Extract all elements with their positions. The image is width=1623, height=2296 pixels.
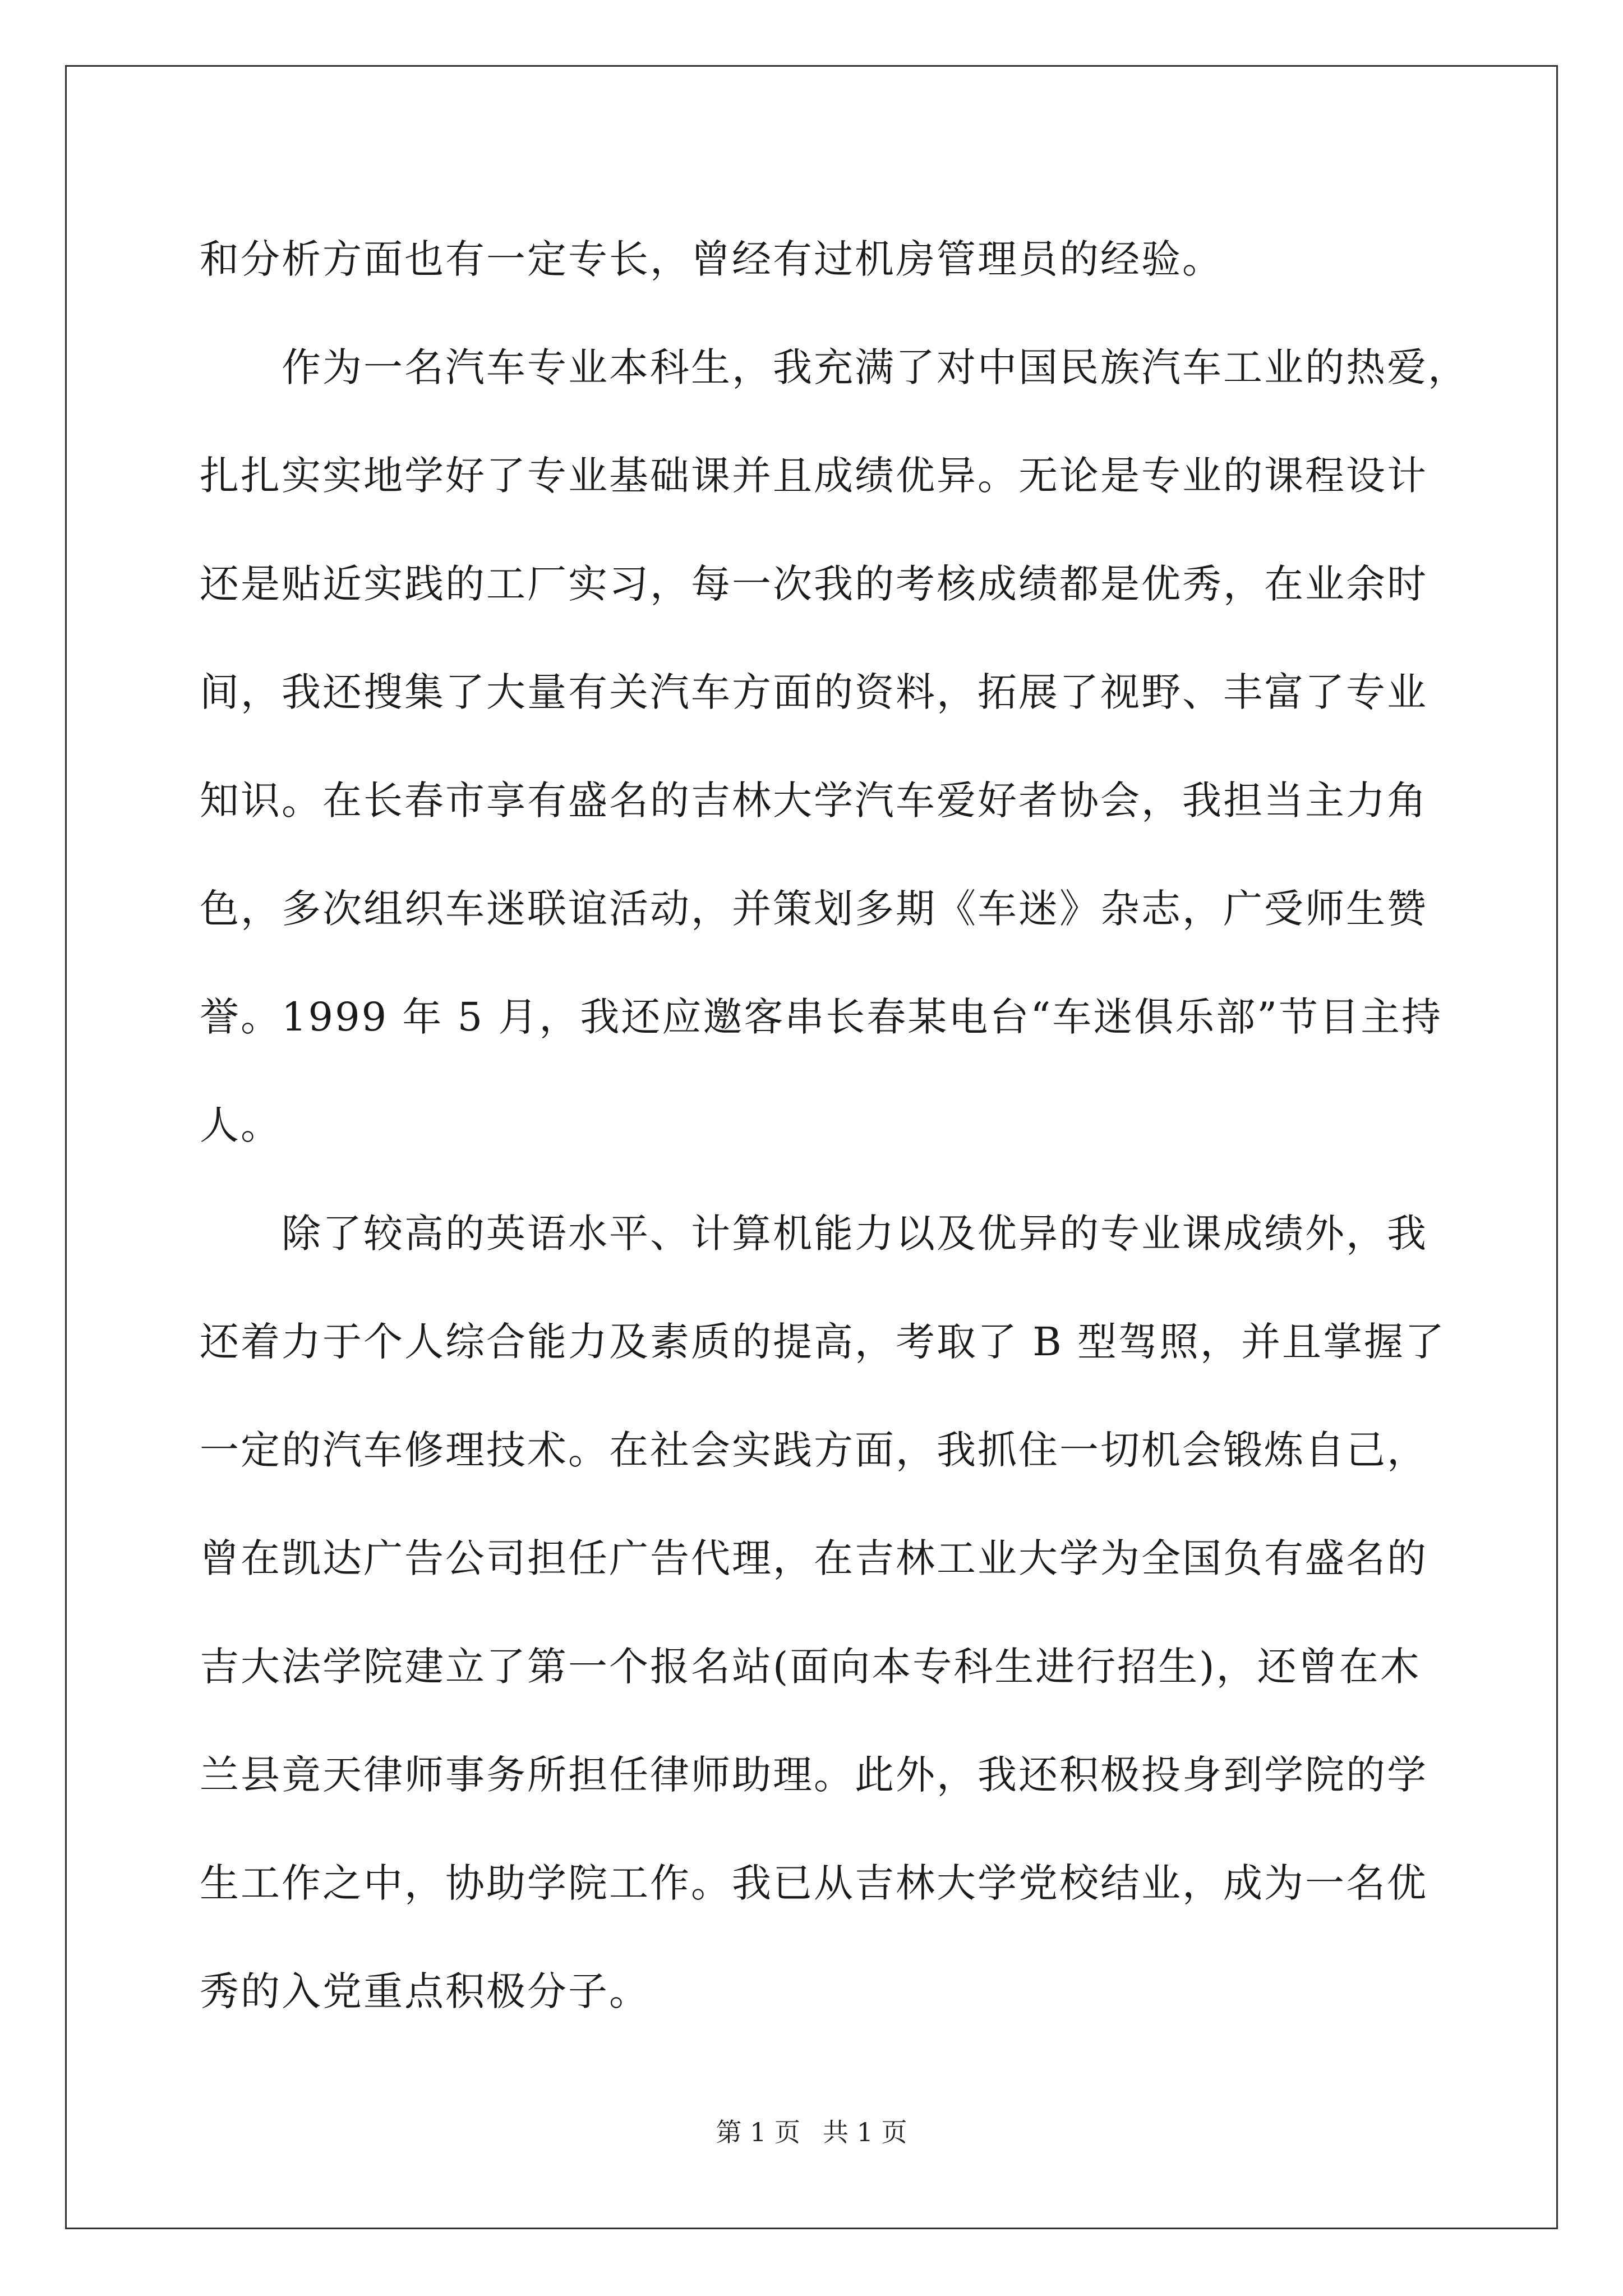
text-line: 除了较高的英语水平、计算机能力以及优异的专业课成绩外，我 xyxy=(200,1211,1428,1257)
text-line: 誉。1999 年 5 月，我还应邀客串长春某电台“车迷俱乐部”节目主持 xyxy=(200,994,1443,1040)
page-number-total: 共 1 页 xyxy=(823,2117,907,2147)
text-line: 兰县竟天律师事务所担任律师助理。此外，我还积极投身到学院的学 xyxy=(200,1752,1428,1798)
page-footer xyxy=(0,2112,1623,2149)
text-line: 色，多次组织车迷联谊活动，并策划多期《车迷》杂志，广受师生赞 xyxy=(200,886,1428,932)
text-line: 还是贴近实践的工厂实习，每一次我的考核成绩都是优秀，在业余时 xyxy=(200,561,1428,607)
text-line: 间，我还搜集了大量有关汽车方面的资料，拓展了视野、丰富了专业 xyxy=(200,669,1428,715)
text-line: 吉大法学院建立了第一个报名站(面向本专科生进行招生)，还曾在木 xyxy=(200,1644,1421,1690)
document-body xyxy=(200,205,1469,2046)
text-line: 和分析方面也有一定专长，曾经有过机房管理员的经验。 xyxy=(200,236,1223,282)
text-line: 作为一名汽车专业本科生，我充满了对中国民族汽车工业的热爱， xyxy=(200,344,1469,390)
text-line: 知识。在长春市享有盛名的吉林大学汽车爱好者协会，我担当主力角 xyxy=(200,777,1428,823)
text-line: 一定的汽车修理技术。在社会实践方面，我抓住一切机会锻炼自己， xyxy=(200,1427,1428,1473)
page-number-current: 第 1 页 xyxy=(716,2117,800,2147)
text-line: 还着力于个人综合能力及素质的提高，考取了 B 型驾照，并且掌握了 xyxy=(200,1319,1446,1365)
text-line: 人。 xyxy=(200,1102,282,1148)
text-line: 生工作之中，协助学院工作。我已从吉林大学党校结业，成为一名优 xyxy=(200,1860,1428,1906)
text-line: 扎扎实实地学好了专业基础课并且成绩优异。无论是专业的课程设计 xyxy=(200,453,1428,499)
text-line: 曾在凯达广告公司担任广告代理，在吉林工业大学为全国负有盛名的 xyxy=(200,1535,1428,1581)
text-line: 秀的入党重点积极分子。 xyxy=(200,1968,650,2014)
